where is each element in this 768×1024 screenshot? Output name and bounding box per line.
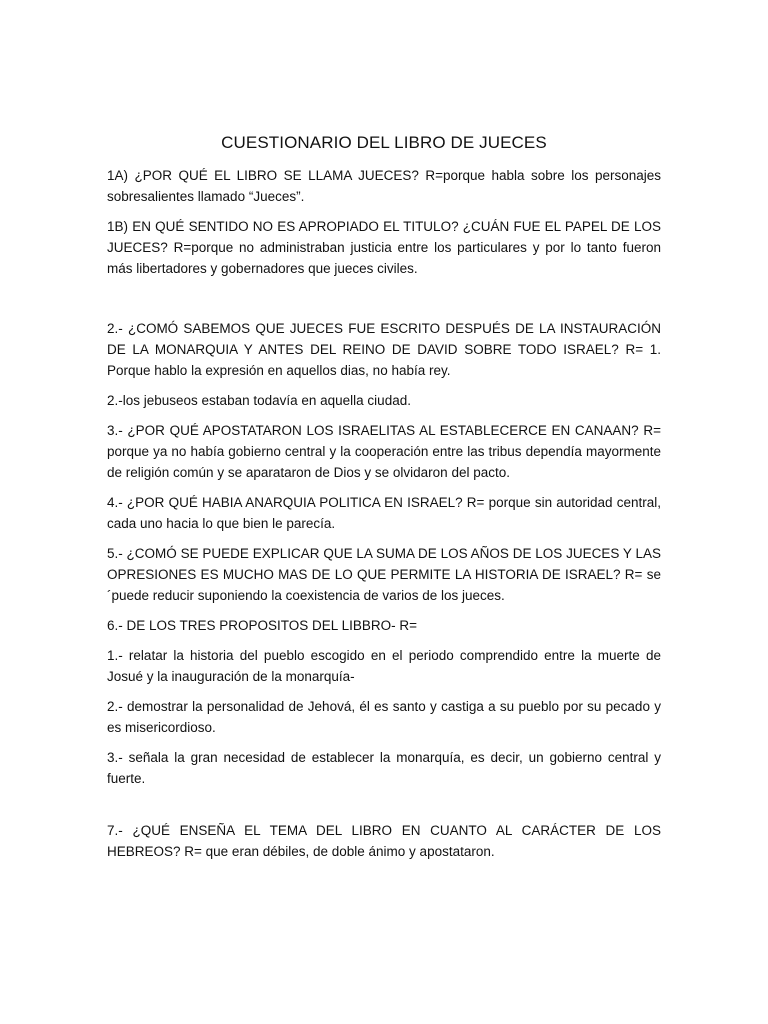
paragraph-4: 4.- ¿POR QUÉ HABIA ANARQUIA POLITICA EN ISRAEL? R= porque sin autoridad central, cada uno hacia lo que bien le parecía. bbox=[107, 495, 661, 531]
paragraph-2-jebuseos: 2.-los jebuseos estaban todavía en aquella ciudad. bbox=[107, 393, 411, 408]
paragraph-6-purpose-1: 1.- relatar la historia del pueblo escogido en el periodo comprendido entre la muerte de Josué y la inauguración de la monarquía- bbox=[107, 648, 661, 684]
document-title: CUESTIONARIO DEL LIBRO DE JUECES bbox=[221, 133, 547, 152]
paragraph-1b: 1B) EN QUÉ SENTIDO NO ES APROPIADO EL TITULO? ¿CUÁN FUE EL PAPEL DE LOS JUECES? R=porque no administraban justicia entre los particulares y por lo tanto fueron más libertadores y gobernadores que jueces civiles. bbox=[107, 219, 661, 276]
paragraph-2: 2.- ¿COMÓ SABEMOS QUE JUECES FUE ESCRITO DESPUÉS DE LA INSTAURACIÓN DE LA MONARQUIA Y ANTES DEL REINO DE DAVID SOBRE TODO ISRAEL? R= 1. Porque hablo la expresión en aquellos dias, no había rey. bbox=[107, 321, 661, 378]
paragraph-6: 6.- DE LOS TRES PROPOSITOS DEL LIBBRO- R= bbox=[107, 618, 417, 633]
paragraph-6-purpose-2: 2.- demostrar la personalidad de Jehová, él es santo y castiga a su pueblo por su pecado y es misericordioso. bbox=[107, 699, 661, 735]
paragraph-5: 5.- ¿COMÓ SE PUEDE EXPLICAR QUE LA SUMA DE LOS AÑOS DE LOS JUECES Y LAS OPRESIONES ES MUCHO MAS DE LO QUE PERMITE LA HISTORIA DE ISRAEL? R= se ´puede reducir suponiendo la coexistencia de varios de los jueces. bbox=[107, 546, 661, 603]
paragraph-7: 7.- ¿QUÉ ENSEÑA EL TEMA DEL LIBRO EN CUANTO AL CARÁCTER DE LOS HEBREOS? R= que eran débiles, de doble ánimo y apostataron. bbox=[107, 823, 661, 859]
paragraph-1a: 1A) ¿POR QUÉ EL LIBRO SE LLAMA JUECES? R=porque habla sobre los personajes sobresalientes llamado “Jueces”. bbox=[107, 168, 661, 204]
spacer bbox=[107, 798, 661, 820]
spacer bbox=[107, 288, 661, 318]
paragraph-3: 3.- ¿POR QUÉ APOSTATARON LOS ISRAELITAS AL ESTABLECERCE EN CANAAN? R= porque ya no había gobierno central y la cooperación entre las tribus dependía mayormente de religión común y se aparataron de Dios y se olvidaron del pacto. bbox=[107, 423, 661, 480]
paragraph-6-purpose-3: 3.- señala la gran necesidad de establecer la monarquía, es decir, un gobierno central y fuerte. bbox=[107, 750, 661, 786]
